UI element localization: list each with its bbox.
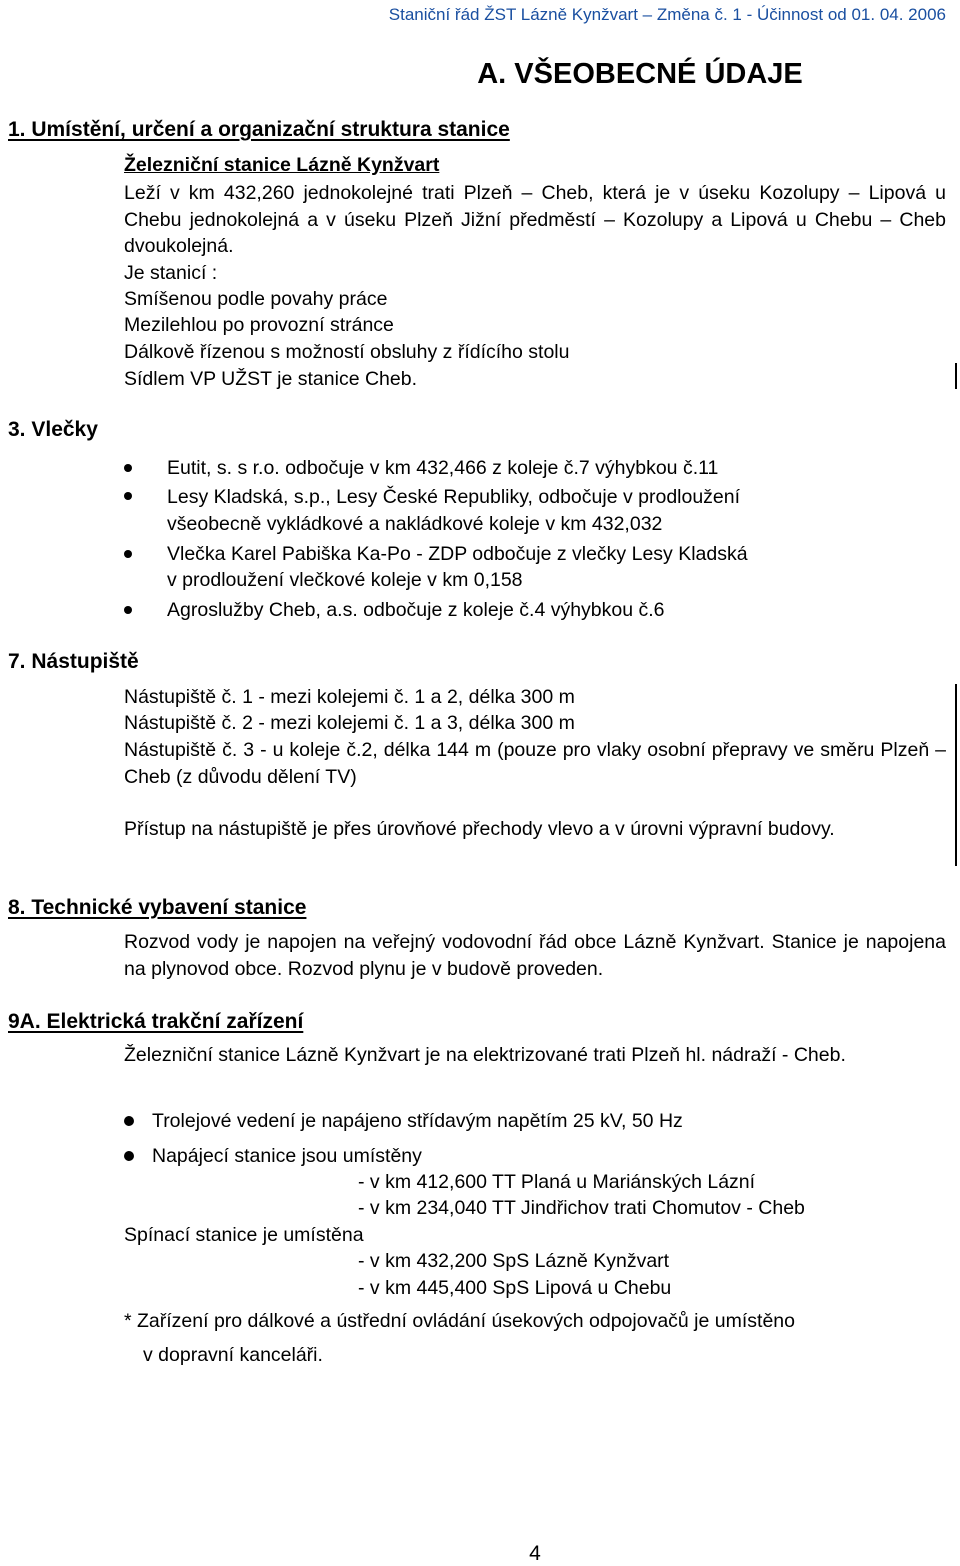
feeding-station-line: - v km 234,040 TT Jindřichov trati Chomutov - Cheb (358, 1197, 805, 1219)
section-8-heading: 8. Technické vybavení stanice (8, 896, 307, 919)
bullet-icon (124, 492, 132, 500)
page-header: Staniční řád ŽST Lázně Kynžvart – Změna č. 1 - Účinnost od 01. 04. 2006 (388, 5, 946, 24)
technical-equipment-paragraph: Rozvod vody je napojen na veřejný vodovodní řád obce Lázně Kynžvart. Stanice je napojena na plynovod obce. Rozvod plynu je v budově proveden. (124, 931, 946, 980)
siding-item: Agroslužby Cheb, a.s. odbočuje z koleje č.4 výhybkou č.6 (167, 599, 665, 621)
siding-item: Vlečka Karel Pabiška Ka-Po - ZDP odbočuje z vlečky Lesy Kladská (167, 543, 748, 565)
station-type-line: Sídlem VP UŽST je stanice Cheb. (124, 368, 417, 390)
station-location-paragraph: Leží v km 432,260 jednokolejné trati Plzeň – Cheb, která je v úseku Kozolupy – Lipová u Chebu jednokolejná a v úseku Plzeň Jižní předměstí – Kozolupy a Lipová u Chebu – Cheb dvoukolejná. (124, 182, 946, 257)
platform-3-paragraph: Nástupiště č. 3 - u koleje č.2, délka 144 m (pouze pro vlaky osobní přepravy ve směru Plzeň – Cheb (z důvodu dělení TV) (124, 739, 946, 788)
station-type-line: Dálkově řízenou s možností obsluhy z řídícího stolu (124, 341, 570, 363)
document-title: A. VŠEOBECNÉ ÚDAJE (477, 58, 803, 90)
station-type-line: Mezilehlou po provozní stránce (124, 314, 394, 336)
section-3-heading: 3. Vlečky (8, 418, 98, 441)
footnote-line: v dopravní kanceláři. (143, 1344, 323, 1366)
switching-station-label: Spínací stanice je umístěna (124, 1224, 364, 1246)
bullet-icon (124, 464, 132, 472)
section-1-heading: 1. Umístění, určení a organizační struktura stanice (8, 118, 510, 141)
siding-item-continuation: všeobecně vykládkové a nakládkové koleje v km 432,032 (167, 513, 663, 535)
platform-line: Nástupiště č. 2 - mezi kolejemi č. 1 a 3, délka 300 m (124, 712, 575, 734)
bullet-icon (124, 550, 132, 558)
siding-item-continuation: v prodloužení vlečkové koleje v km 0,158 (167, 569, 523, 591)
footnote-line: * Zařízení pro dálkové a ústřední ovládání úsekových odpojovačů je umístěno (124, 1310, 795, 1332)
section-9a-heading: 9A. Elektrická trakční zařízení (8, 1010, 304, 1033)
bullet-icon (124, 606, 132, 614)
siding-item: Lesy Kladská, s.p., Lesy České Republiky, odbočuje v prodloužení (167, 486, 741, 508)
platform-line: Nástupiště č. 1 - mezi kolejemi č. 1 a 2, délka 300 m (124, 686, 575, 708)
traction-paragraph: Železniční stanice Lázně Kynžvart je na elektrizované trati Plzeň hl. nádraží - Cheb. (124, 1044, 846, 1066)
section-7-heading: 7. Nástupiště (8, 650, 139, 673)
station-name-subheading: Železniční stanice Lázně Kynžvart (124, 154, 440, 176)
siding-item: Eutit, s. s r.o. odbočuje v km 432,466 z koleje č.7 výhybkou č.11 (167, 457, 719, 479)
change-bar (955, 363, 957, 389)
traction-bullet: Napájecí stanice jsou umístěny (152, 1145, 422, 1167)
bullet-icon (124, 1116, 134, 1126)
switching-station-line: - v km 432,200 SpS Lázně Kynžvart (358, 1250, 670, 1272)
feeding-station-line: - v km 412,600 TT Planá u Mariánských Lázní (358, 1171, 756, 1193)
change-bar (955, 684, 957, 866)
station-type-line: Smíšenou podle povahy práce (124, 288, 388, 310)
traction-bullet: Trolejové vedení je napájeno střídavým napětím 25 kV, 50 Hz (152, 1110, 683, 1132)
station-type-line: Je stanicí : (124, 262, 218, 284)
bullet-icon (124, 1151, 134, 1161)
switching-station-line: - v km 445,400 SpS Lipová u Chebu (358, 1277, 672, 1299)
page-number: 4 (529, 1542, 541, 1565)
platform-access-paragraph: Přístup na nástupiště je přes úrovňové přechody vlevo a v úrovni výpravní budovy. (124, 818, 835, 840)
